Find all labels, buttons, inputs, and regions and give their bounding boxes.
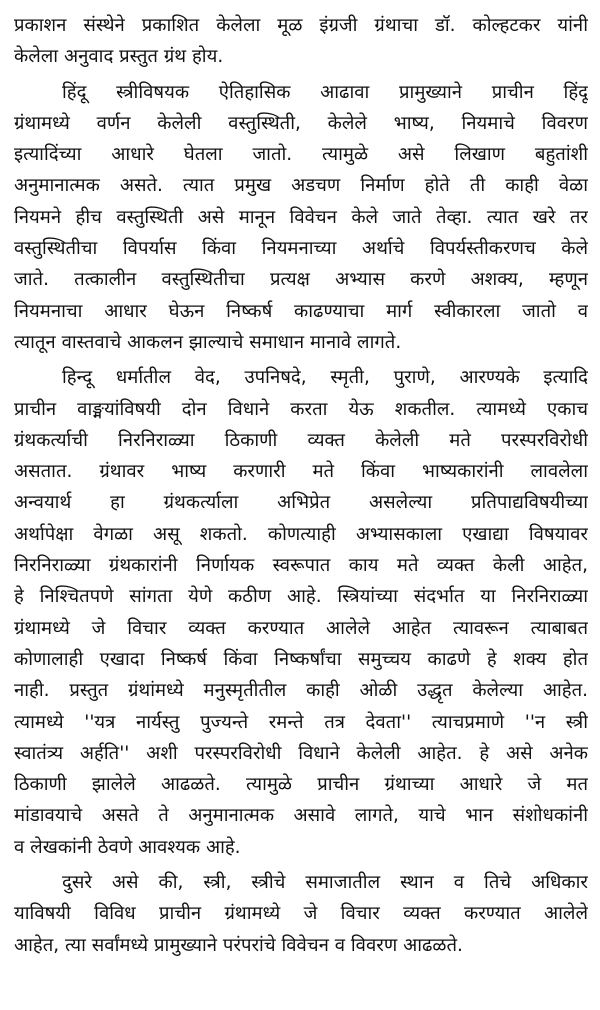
text-line: नाही. प्रस्तुत ग्रंथांमध्ये मनुस्मृतीतील काही ओळी उद्धृत केलेल्या आहेत. — [14, 680, 588, 702]
text-line: ग्रंथामध्ये वर्णन केलेली वस्तुस्थिती, केलेले भाष्य, नियमाचे विवरण — [14, 112, 588, 134]
text-line: ग्रंथकर्त्याची निरनिराळ्या ठिकाणी व्यक्त केलेली मते परस्परविरोधी — [14, 429, 588, 451]
text-line: वस्तुस्थितीचा विपर्यास किंवा नियमनाच्या अर्थाचे विपर्यस्तीकरणच केले — [14, 238, 588, 260]
text-line: हिन्दू धर्मातील वेद, उपनिषदे, स्मृती, पुराणे, आरण्यके इत्यादि — [62, 367, 588, 389]
text-line: अनुमानात्मक असते. त्यात प्रमुख अडचण निर्माण होते ती काही वेळा — [14, 175, 588, 197]
paragraph-2 — [14, 77, 588, 359]
text-line: हिंदू स्त्रीविषयक ऐतिहासिक आढावा प्रामुख्याने प्राचीन हिंदू — [62, 81, 588, 103]
text-line: याविषयी विविध प्राचीन ग्रंथामध्ये जे विचार व्यक्त करण्यात आलेले — [14, 903, 588, 925]
text-line: स्वातंत्र्य अर्हति'' अशी परस्परविरोधी विधाने केलेली आहेत. हे असे अनेक — [14, 742, 588, 764]
text-line: निरनिराळ्या ग्रंथकारांनी निर्णायक स्वरूपात काय मते व्यक्त केली आहेत, — [14, 555, 588, 577]
text-line: दुसरे असे की, स्त्री, स्त्रीचे समाजातील स्थान व तिचे अधिकार — [62, 872, 588, 894]
text-line: त्यातून वास्तवाचे आकलन झाल्याचे समाधान मानावे लागते. — [14, 331, 402, 353]
text-line: इत्यादिंच्या आधारे घेतला जातो. त्यामुळे असे लिखाण बहुतांशी — [14, 144, 588, 166]
text-line: कोणालाही एखादा निष्कर्ष किंवा निष्कर्षांचा समुच्चय काढणे हे शक्य होत — [14, 648, 588, 670]
text-line: आहेत, त्या सर्वांमध्ये प्रामुख्याने परंपरांचे विवेचन व विवरण आढळते. — [14, 934, 463, 956]
text-line: हे निश्चितपणे सांगता येणे कठीण आहे. स्त्रियांच्या संदर्भात या निरनिराळ्या — [14, 586, 588, 608]
text-line: असतात. ग्रंथावर भाष्य करणारी मते किंवा भाष्यकारांनी लावलेला — [14, 461, 588, 483]
text-line: नियमनाचा आधार घेऊन निष्कर्ष काढण्याचा मार्ग स्वीकारला जातो व — [14, 300, 588, 322]
text-line: अर्थापेक्षा वेगळा असू शकतो. कोणत्याही अभ्यासकाला एखाद्या विषयावर — [14, 523, 588, 545]
text-line: व लेखकांनी ठेवणे आवश्यक आहे. — [14, 836, 241, 858]
text-line: केलेला अनुवाद प्रस्तुत ग्रंथ होय. — [14, 46, 224, 68]
text-line: ठिकाणी झालेले आढळते. त्यामुळे प्राचीन ग्रंथाच्या आधारे जे मत — [14, 774, 588, 796]
text-line: अन्वयार्थ हा ग्रंथकर्त्याला अभिप्रेत असलेल्या प्रतिपाद्यविषयीच्या — [14, 492, 588, 514]
text-line: प्राचीन वाङ्मयांविषयी दोन विधाने करता येऊ शकतील. त्यामध्ये एकाच — [14, 398, 588, 420]
paragraph-4 — [14, 867, 588, 961]
text-line: मांडावयाचे असते ते अनुमानात्मक असावे लागते, याचे भान संशोधकांनी — [14, 805, 588, 827]
paragraph-3 — [14, 362, 588, 863]
text-line: जाते. तत्कालीन वस्तुस्थितीचा प्रत्यक्ष अभ्यास करणे अशक्य, म्हणून — [14, 269, 588, 291]
paragraph-1 — [14, 10, 588, 73]
text-line: नियमने हीच वस्तुस्थिती असे मानून विवेचन केले जाते तेव्हा. त्यात खरे तर — [14, 206, 588, 228]
text-line: प्रकाशन संस्थेने प्रकाशित केलेला मूळ इंग्रजी ग्रंथाचा डॉ. कोल्हटकर यांनी — [14, 15, 588, 36]
text-line: त्यामध्ये ''यत्र नार्यस्तु पुज्यन्ते रमन्ते तत्र देवता'' त्याचप्रमाणे ''न स्त्री — [14, 711, 588, 733]
text-line: ग्रंथामध्ये जे विचार व्यक्त करण्यात आलेले आहेत त्यावरून त्याबाबत — [14, 617, 588, 639]
